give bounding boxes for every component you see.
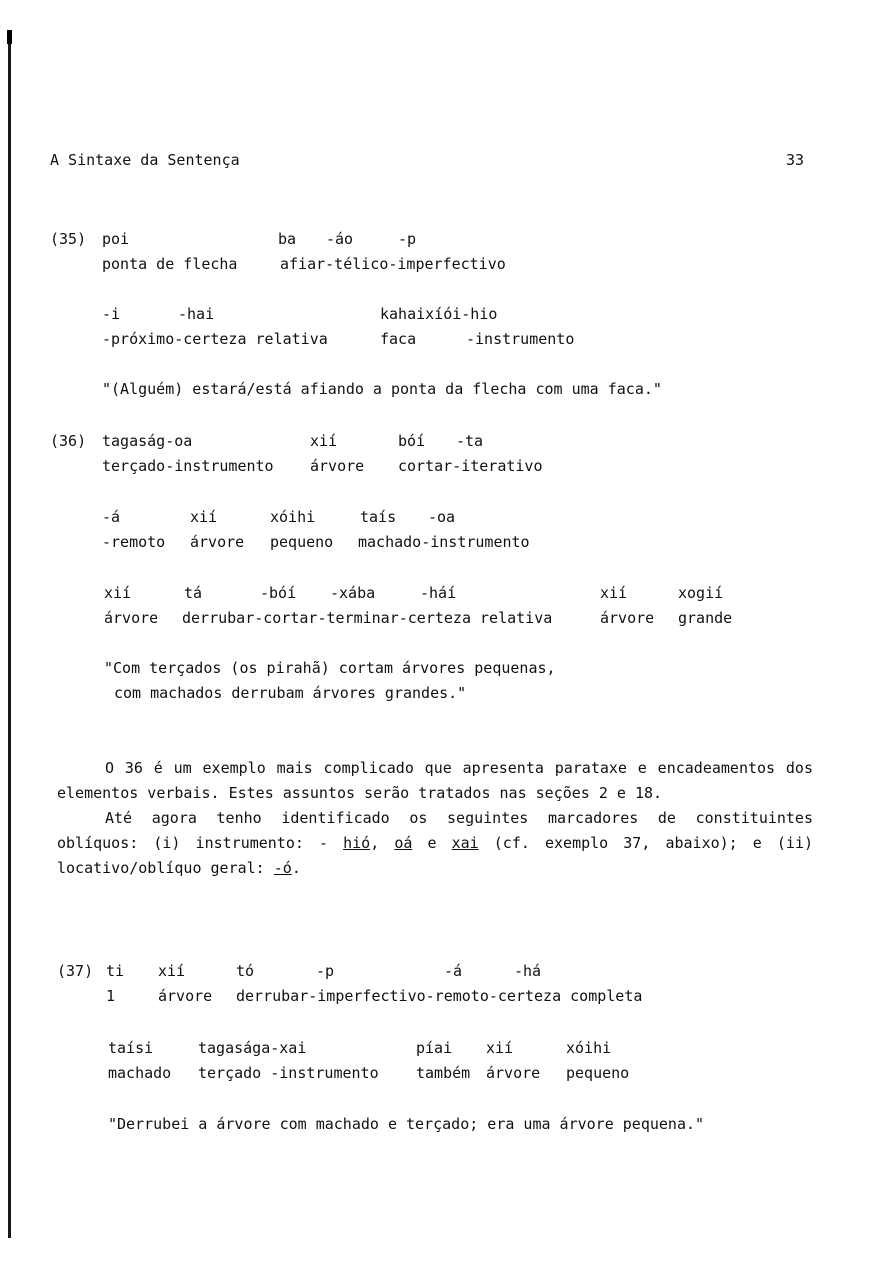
morpheme: xií bbox=[190, 508, 218, 526]
gloss: cortar-iterativo bbox=[398, 457, 543, 475]
gloss: faca bbox=[380, 330, 417, 348]
running-title: A Sintaxe da Sentença bbox=[50, 151, 240, 169]
morpheme: ti bbox=[106, 962, 125, 980]
marker-xai: xai bbox=[451, 834, 479, 852]
morpheme: píai bbox=[416, 1039, 453, 1057]
morpheme: -háí bbox=[420, 584, 457, 602]
morpheme: -p bbox=[398, 230, 417, 248]
morpheme: -á bbox=[102, 508, 121, 526]
gloss: ponta de flecha bbox=[102, 255, 238, 273]
gloss: -próximo-certeza relativa bbox=[102, 330, 328, 348]
body-text bbox=[57, 756, 813, 881]
morpheme: tagaság-oa bbox=[102, 432, 193, 450]
morpheme: xií bbox=[104, 584, 132, 602]
gloss: terçado-instrumento bbox=[102, 457, 274, 475]
morpheme: -xába bbox=[330, 584, 376, 602]
punctuation: , bbox=[370, 834, 395, 852]
morpheme: tó bbox=[236, 962, 255, 980]
gloss: pequeno bbox=[566, 1064, 630, 1082]
page-number: 33 bbox=[786, 151, 805, 169]
punctuation: . bbox=[291, 859, 301, 877]
morpheme: tagasága-xai bbox=[198, 1039, 307, 1057]
morpheme: -p bbox=[316, 962, 335, 980]
morpheme: -há bbox=[514, 962, 542, 980]
paragraph-2 bbox=[57, 806, 813, 881]
conjunction: e bbox=[412, 834, 452, 852]
gloss: árvore bbox=[190, 533, 245, 551]
morpheme: ba bbox=[278, 230, 297, 248]
free-translation: "(Alguém) estará/está afiando a ponta da flecha com uma faca." bbox=[102, 380, 662, 398]
morpheme: -ta bbox=[456, 432, 484, 450]
gloss: árvore bbox=[486, 1064, 541, 1082]
morpheme: -hai bbox=[178, 305, 215, 323]
marker-oa: oá bbox=[394, 834, 413, 852]
gloss: 1 bbox=[106, 987, 116, 1005]
morpheme: tá bbox=[184, 584, 203, 602]
morpheme: -áo bbox=[326, 230, 354, 248]
morpheme: kahaixíói-hio bbox=[380, 305, 498, 323]
example-number: (35) bbox=[50, 230, 87, 248]
gloss: também bbox=[416, 1064, 471, 1082]
gloss: árvore bbox=[158, 987, 213, 1005]
gloss: machado-instrumento bbox=[358, 533, 530, 551]
paragraph-1: O 36 é um exemplo mais complicado que apresenta parataxe e encadeamentos dos elementos verbais. Estes assuntos serão tratados nas seções 2 e 18. bbox=[57, 759, 813, 802]
example-number: (37) bbox=[57, 962, 94, 980]
morpheme: xóihi bbox=[270, 508, 316, 526]
gloss: machado bbox=[108, 1064, 172, 1082]
page-margin-tick bbox=[7, 30, 12, 44]
morpheme: xií bbox=[486, 1039, 514, 1057]
page-margin-bar bbox=[8, 30, 11, 1238]
gloss: pequeno bbox=[270, 533, 334, 551]
gloss: terçado -instrumento bbox=[198, 1064, 379, 1082]
free-translation-line-2: com machados derrubam árvores grandes." bbox=[114, 684, 467, 702]
gloss: derrubar-imperfectivo-remoto-certeza completa bbox=[236, 987, 643, 1005]
morpheme: -bóí bbox=[260, 584, 297, 602]
gloss: afiar-télico-imperfectivo bbox=[280, 255, 506, 273]
morpheme: poi bbox=[102, 230, 130, 248]
morpheme: -oa bbox=[428, 508, 456, 526]
gloss: derrubar-cortar-terminar-certeza relativa bbox=[182, 609, 553, 627]
gloss: -instrumento bbox=[466, 330, 575, 348]
morpheme: xií bbox=[158, 962, 186, 980]
free-translation: "Derrubei a árvore com machado e terçado; era uma árvore pequena." bbox=[108, 1115, 705, 1133]
morpheme: bóí bbox=[398, 432, 426, 450]
paragraph-2-text: Até agora tenho identificado os seguintes marcadores de constituintes oblíquos: (i) instrumento: - bbox=[57, 809, 813, 852]
morpheme: -i bbox=[102, 305, 121, 323]
gloss: árvore bbox=[104, 609, 159, 627]
marker-hio: hió bbox=[343, 834, 371, 852]
morpheme: taís bbox=[360, 508, 397, 526]
gloss: árvore bbox=[600, 609, 655, 627]
example-number: (36) bbox=[50, 432, 87, 450]
free-translation-line-1: "Com terçados (os pirahã) cortam árvores pequenas, bbox=[104, 659, 556, 677]
morpheme: xií bbox=[310, 432, 338, 450]
gloss: árvore bbox=[310, 457, 365, 475]
gloss: -remoto bbox=[102, 533, 166, 551]
marker-o: -ó bbox=[273, 859, 292, 877]
morpheme: xóihi bbox=[566, 1039, 612, 1057]
morpheme: -á bbox=[444, 962, 463, 980]
paragraph-2-text: (cf. exemplo 37, abaixo); e (ii) locativo/oblíquo geral: bbox=[57, 834, 814, 877]
morpheme: taísi bbox=[108, 1039, 154, 1057]
gloss: grande bbox=[678, 609, 733, 627]
morpheme: xogií bbox=[678, 584, 724, 602]
morpheme: xií bbox=[600, 584, 628, 602]
